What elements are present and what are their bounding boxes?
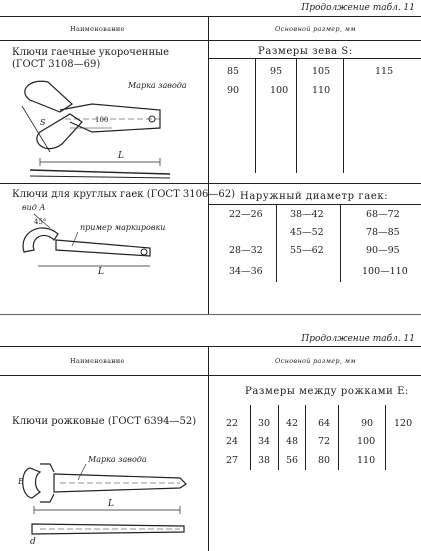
row2-value: 45—52: [290, 227, 324, 238]
row1-value: 90: [227, 85, 240, 96]
row2-value: 28—32: [229, 245, 263, 256]
row3-value: 27: [226, 455, 239, 466]
row3-value: 30: [258, 418, 271, 429]
hook-spanner-drawing: [0, 200, 208, 280]
row2-value: 90—95: [366, 245, 400, 256]
svg-text:Марка завода: Марка завода: [88, 455, 147, 464]
row1-value: 95: [270, 66, 283, 77]
row3-value: 100: [357, 436, 376, 447]
svg-text:L: L: [108, 499, 114, 509]
row3-col-rule: [250, 405, 251, 470]
row2-value: 38—42: [290, 209, 324, 220]
table2-top-rule: [0, 346, 421, 347]
svg-text:вид А: вид А: [22, 203, 46, 212]
row2-value: 55—62: [290, 245, 324, 256]
row3-value: 56: [286, 455, 299, 466]
row1-size-label: Размеры зева S:: [258, 46, 353, 57]
svg-text:45°: 45°: [34, 218, 47, 226]
row3-value: 80: [318, 455, 331, 466]
row2-value: 22—26: [229, 209, 263, 220]
table2-col-divider: [208, 346, 209, 551]
row3-value: 90: [361, 418, 374, 429]
row1-title: Ключи гаечные укороченные (ГОСТ 3108—69): [12, 47, 170, 70]
row2-size-label: Наружный диаметр гаек:: [240, 191, 389, 202]
row3-value: 22: [226, 418, 239, 429]
table2-header-rule: [0, 375, 421, 376]
open-end-wrench-drawing: [0, 440, 208, 550]
row1-col-rule: [296, 58, 297, 173]
row3-value: 34: [258, 436, 271, 447]
svg-text:пример маркировки: пример маркировки: [80, 223, 166, 232]
col-size-header-2: Основной размер, мм: [275, 357, 356, 365]
table1-bottom-rule: [0, 314, 421, 315]
row2-value: 100—110: [362, 266, 408, 277]
table1-top-rule: [0, 16, 421, 17]
row1-value: 115: [375, 66, 394, 77]
row2-col-rule: [340, 204, 341, 282]
row2-size-rule: [208, 204, 421, 205]
row3-value: 38: [258, 455, 271, 466]
row1-col-rule: [255, 58, 256, 173]
mark-label: Марка завода: [128, 81, 187, 90]
svg-text:E: E: [18, 477, 24, 486]
col-name-header-1: Наименование: [70, 25, 125, 33]
row2-value: 68—72: [366, 209, 400, 220]
row1-col-rule: [343, 58, 344, 173]
row3-col-rule: [278, 405, 279, 470]
svg-text:100: 100: [95, 116, 109, 124]
row3-col-rule: [338, 405, 339, 470]
row3-value: 42: [286, 418, 299, 429]
row2-value: 34—36: [229, 266, 263, 277]
row3-col-rule: [305, 405, 306, 470]
row3-value: 24: [226, 436, 239, 447]
row3-value: 72: [318, 436, 331, 447]
continuation-label-1: Продолжение табл. 11: [301, 3, 415, 13]
svg-text:L: L: [118, 151, 124, 161]
table1-col-divider: [208, 16, 209, 314]
row3-value: 64: [318, 418, 331, 429]
svg-text:d: d: [30, 537, 36, 547]
row1-size-rule: [208, 58, 421, 59]
row3-size-label: Размеры между рожками E:: [245, 386, 410, 397]
col-size-header-1: Основной размер, мм: [275, 25, 356, 33]
row2-col-rule: [276, 204, 277, 282]
row2-value: 78—85: [366, 227, 400, 238]
row3-value: 48: [286, 436, 299, 447]
svg-text:L: L: [98, 267, 104, 277]
row2-title: Ключи для круглых гаек (ГОСТ 3106—62): [12, 189, 235, 200]
table1-header-rule: [0, 40, 421, 41]
svg-text:S: S: [40, 118, 46, 127]
row1-value: 110: [312, 85, 331, 96]
row3-value: 110: [357, 455, 376, 466]
continuation-label-2: Продолжение табл. 11: [301, 334, 415, 344]
row-divider-1: [0, 183, 421, 184]
col-name-header-2: Наименование: [70, 357, 125, 365]
short-wrench-drawing: [0, 70, 208, 180]
row1-value: 85: [227, 66, 240, 77]
row3-col-rule: [385, 405, 386, 470]
row3-value: 120: [394, 418, 413, 429]
row1-value: 100: [270, 85, 289, 96]
row3-title: Ключи рожковые (ГОСТ 6394—52): [12, 416, 197, 427]
row1-value: 105: [312, 66, 331, 77]
